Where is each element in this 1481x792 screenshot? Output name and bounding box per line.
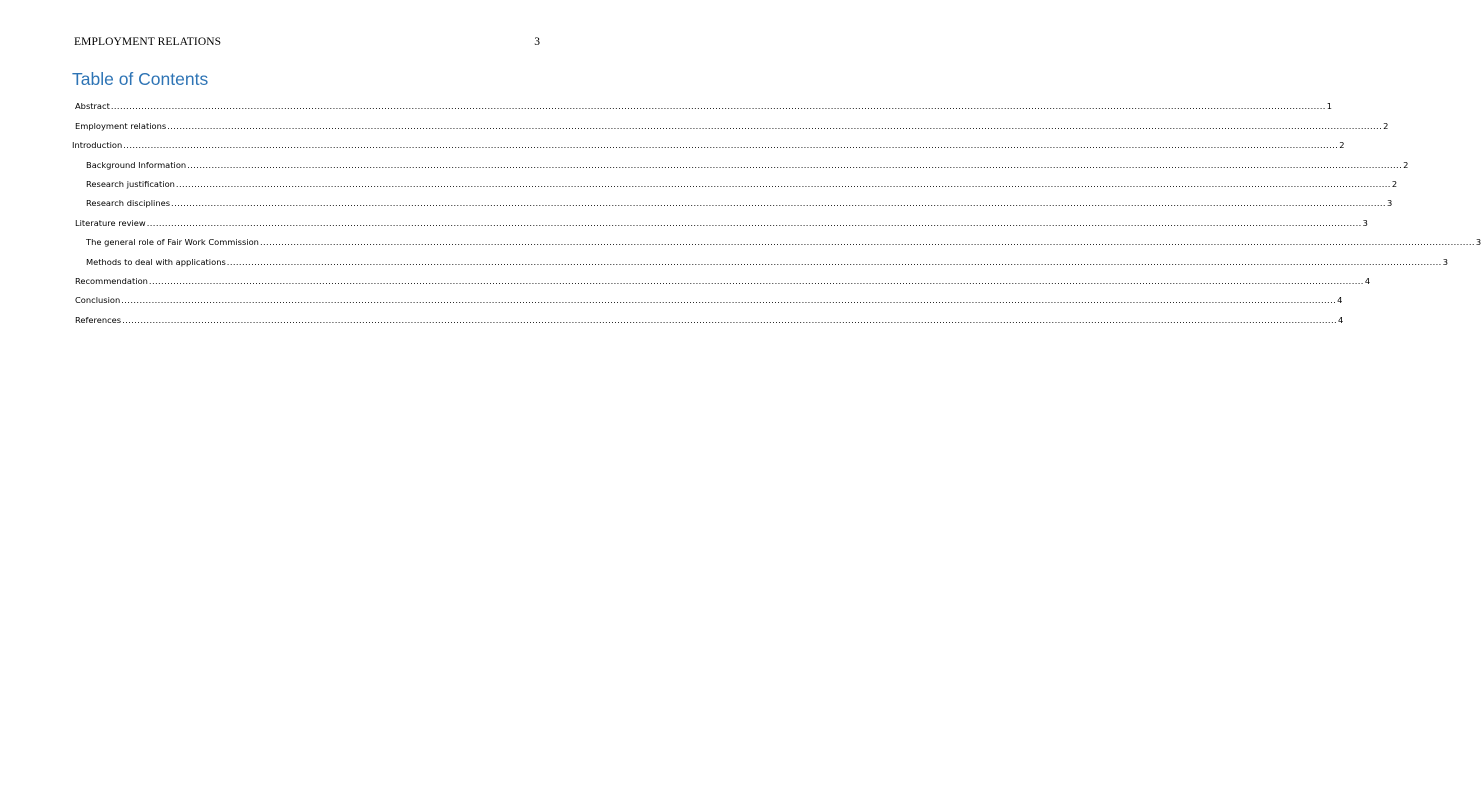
toc-entry[interactable] [72, 131, 1345, 151]
toc-entry-page[interactable]: 2 [1383, 120, 1389, 131]
toc-entry[interactable] [72, 286, 1343, 306]
toc-entry-page[interactable]: 4 [1338, 314, 1344, 325]
toc-entry-page[interactable]: 3 [1475, 237, 1481, 248]
table-of-contents [72, 92, 1481, 325]
toc-entry-label[interactable]: Employment relations [75, 120, 167, 131]
toc-entry-label[interactable]: Research disciplines [86, 198, 171, 209]
toc-entry[interactable] [72, 111, 1389, 131]
page-header [74, 36, 540, 52]
toc-entry[interactable] [72, 228, 1481, 248]
toc-entry-label[interactable]: Research justification [86, 178, 175, 189]
toc-entry[interactable] [72, 189, 1393, 209]
toc-dot-leader: ................................................................................................................................................................................................................................................................................................................................................................................................................ [123, 140, 1339, 151]
toc-entry-label[interactable]: Abstract [75, 101, 110, 112]
toc-entry[interactable] [72, 170, 1398, 189]
toc-entry-label[interactable]: Background Information [86, 159, 187, 170]
toc-entry-label[interactable]: Recommendation [75, 275, 148, 286]
toc-entry[interactable] [72, 150, 1409, 170]
toc-dot-leader: ................................................................................................................................................................................................................................................................................................................................................................................................................ [187, 159, 1403, 170]
toc-entry-page[interactable]: 2 [1339, 140, 1345, 151]
toc-entry[interactable] [72, 267, 1371, 286]
toc-entry-label[interactable]: Conclusion [75, 295, 121, 306]
toc-dot-leader: ................................................................................................................................................................................................................................................................................................................................................................................................................ [226, 256, 1442, 267]
running-head-title: EMPLOYMENT RELATIONS [74, 36, 222, 48]
toc-dot-leader: ................................................................................................................................................................................................................................................................................................................................................................................................................ [167, 120, 1383, 131]
toc-dot-leader: ................................................................................................................................................................................................................................................................................................................................................................................................................ [175, 178, 1391, 189]
toc-entry-label[interactable]: References [75, 314, 122, 325]
toc-dot-leader: ................................................................................................................................................................................................................................................................................................................................................................................................................ [110, 101, 1326, 112]
toc-entry-page[interactable]: 3 [1442, 256, 1448, 267]
toc-entry[interactable] [72, 247, 1448, 267]
toc-entry-page[interactable]: 2 [1391, 178, 1398, 189]
toc-dot-leader: ................................................................................................................................................................................................................................................................................................................................................................................................................ [122, 314, 1338, 325]
toc-entry[interactable] [72, 305, 1344, 325]
toc-entry-label[interactable]: Introduction [72, 140, 123, 151]
toc-entry-page[interactable]: 2 [1403, 159, 1409, 170]
toc-entry[interactable] [72, 208, 1368, 228]
toc-dot-leader: ................................................................................................................................................................................................................................................................................................................................................................................................................ [146, 217, 1362, 228]
toc-entry-page[interactable]: 4 [1337, 295, 1343, 306]
toc-entry-page[interactable]: 1 [1326, 101, 1333, 112]
toc-heading: Table of Contents [72, 69, 209, 89]
toc-dot-leader: ................................................................................................................................................................................................................................................................................................................................................................................................................ [148, 275, 1364, 286]
toc-entry-label[interactable]: The general role of Fair Work Commission [86, 237, 259, 248]
toc-entry-page[interactable]: 3 [1386, 198, 1393, 209]
toc-entry-label[interactable]: Literature review [75, 217, 146, 228]
toc-entry-label[interactable]: Methods to deal with applications [86, 256, 226, 267]
toc-dot-leader: ................................................................................................................................................................................................................................................................................................................................................................................................................ [121, 295, 1337, 306]
toc-entry-page[interactable]: 4 [1364, 275, 1371, 286]
toc-entry[interactable] [72, 92, 1333, 112]
toc-entry-page[interactable]: 3 [1362, 217, 1368, 228]
toc-dot-leader: ................................................................................................................................................................................................................................................................................................................................................................................................................ [171, 198, 1386, 209]
page-number: 3 [534, 36, 540, 48]
toc-dot-leader: ................................................................................................................................................................................................................................................................................................................................................................................................................ [259, 237, 1475, 248]
